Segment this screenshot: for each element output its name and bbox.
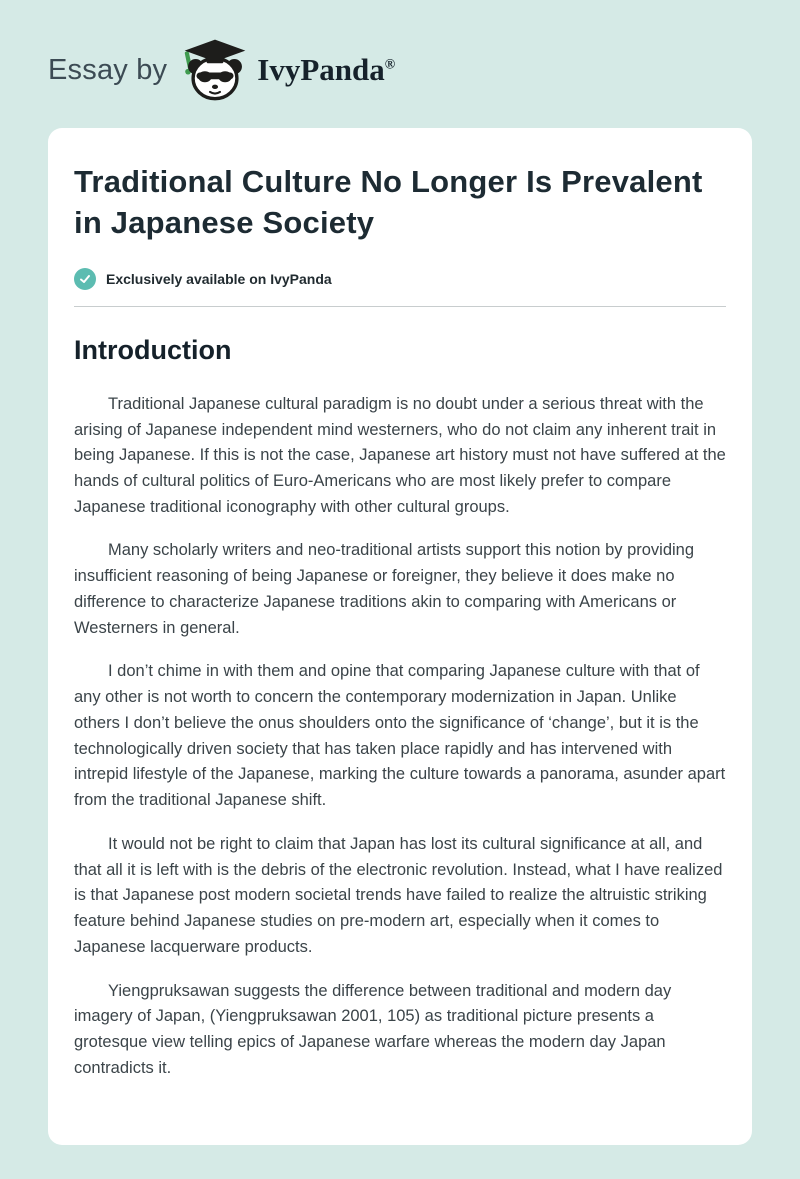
registered-mark: ® [384, 57, 396, 73]
paragraph: Traditional Japanese cultural paradigm is no doubt under a serious threat with the arising of Japanese independent mind westerners, who do not claim any inherent trait in being Japanese. If this is not the case, Japanese art history must not have suffered at the hands of cultural politics of Euro-Americans who are most likely prefer to compare Japanese traditional iconography with other cultural groups. [74, 394, 726, 516]
header [0, 0, 800, 128]
paragraph: I don’t chime in with them and opine that comparing Japanese culture with that of any other is not worth to concern the contemporary modernization in Japan. Unlike others I don’t believe the onus shoulders onto the significance of ‘change’, but it is the technologically driven society that has taken place rapidly and has intervened with intrepid lifestyle of the Japanese, marking the culture towards a panorama, asunder apart from the traditional Japanese shift. [74, 662, 726, 810]
brand-name: IvyPanda® [257, 52, 396, 87]
panda-graduate-icon [181, 38, 249, 102]
divider [74, 306, 726, 307]
check-icon [74, 268, 96, 290]
paragraph: It would not be right to claim that Japan has lost its cultural significance at all, and that all it is left with is the debris of the electronic revolution. Instead, what I have realized is that Japanese post modern societal trends have failed to realize the altruistic striking feature behind Japanese studies on pre-modern art, especially when it comes to Japanese lacquerware products. [74, 834, 723, 956]
article-body [74, 392, 726, 1082]
availability-badge-label: Exclusively available on IvyPanda [106, 270, 332, 287]
article-card [48, 128, 752, 1145]
section-heading-introduction: Introduction [74, 334, 232, 365]
essay-by-label: Essay by [48, 53, 168, 86]
paragraph: Yiengpruksawan suggests the difference between traditional and modern day imagery of Japan, (Yiengpruksawan 2001, 105) as traditional picture presents a grotesque view telling epics of Japanese warfare whereas the modern day Japan contradicts it. [74, 981, 672, 1077]
article-title: Traditional Culture No Longer Is Prevalent in Japanese Society [74, 164, 703, 240]
brand-logo[interactable] [181, 38, 395, 102]
paragraph: Many scholarly writers and neo-traditional artists support this notion by providing insufficient reasoning of being Japanese or foreigner, they believe it does make no difference to characterize Japanese traditions akin to comparing with Americans or Westerners in general. [74, 541, 695, 637]
availability-badge [74, 268, 726, 290]
